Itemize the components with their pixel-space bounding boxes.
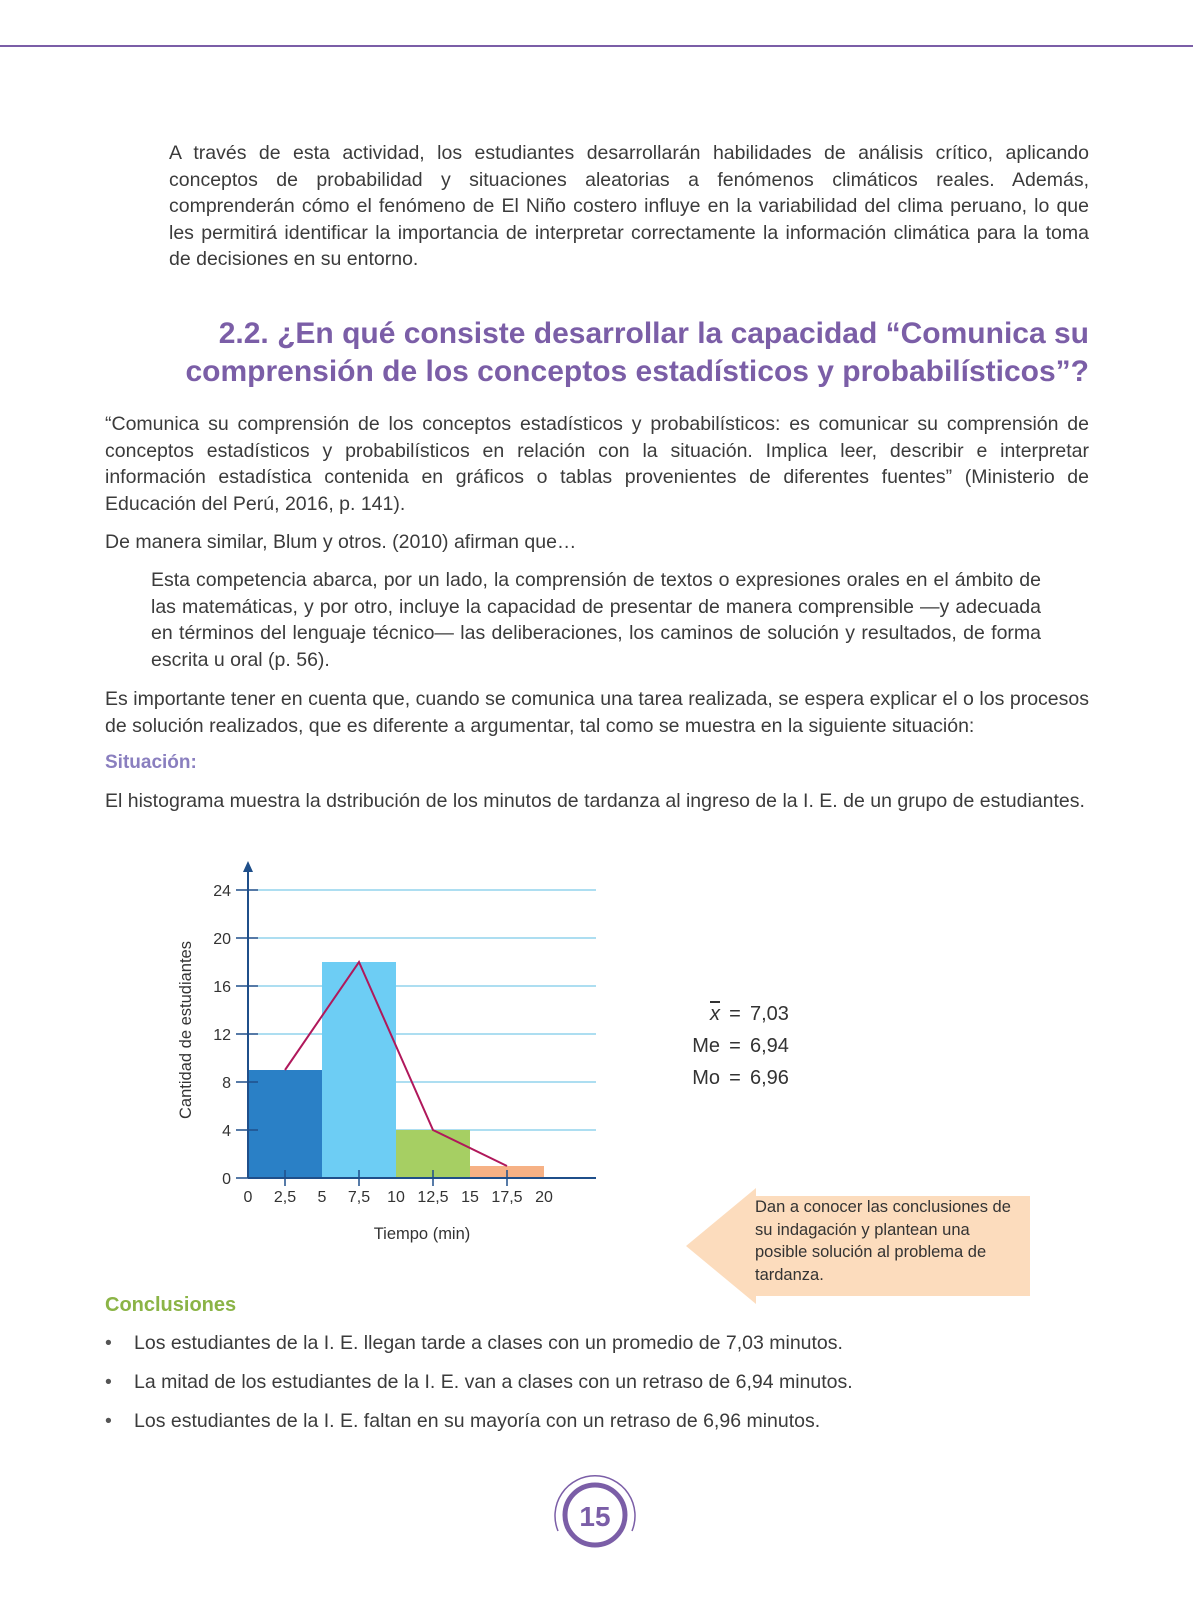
x-tick-label: 12,5 (417, 1189, 449, 1206)
stat-mode-value: 6,96 (750, 1067, 789, 1089)
page-number: 15 (579, 1501, 611, 1532)
intro-paragraph: A través de esta actividad, los estudiantes desarrollarán habilidades de análisis crítico, aplicando conceptos de probabilidad y situaciones aleatorias a fenómenos climáticos reales. Además, comprenderán cómo el fenómeno de El Niño costero influye en la variabilidad del clima peruano, lo que les permitirá identificar la importancia de interpretar correctamente la información climática para la toma de decisiones en su entorno. (169, 142, 1089, 270)
callout-text: Dan a conocer las conclusiones de su indagación y plantean una posible solución al problema de tardanza. (755, 1198, 1011, 1284)
summary-stats (686, 998, 789, 1094)
x-tick-label: 5 (317, 1189, 327, 1206)
y-tick-label: 24 (213, 883, 231, 900)
stat-equals-sign: = (729, 1067, 741, 1089)
histogram-bar (322, 962, 396, 1178)
y-tick-label: 8 (222, 1075, 231, 1092)
stat-mode-label: Mo (692, 1067, 720, 1089)
list-item: • Los estudiantes de la I. E. llegan tarde a clases con un promedio de 7,03 minutos. (105, 1330, 1089, 1369)
histogram-chart (160, 860, 630, 1280)
definition-paragraph: “Comunica su comprensión de los conceptos estadísticos y probabilísticos: es comunicar su comprensión de conceptos estadísticos y probabilísticos en relación con la situación. Implica leer, describir e interpretar información estadística contenida en gráficos o tablas provenientes de diferentes fuentes” (Ministerio de Educación del Perú, 2016, p. 141). (105, 413, 1089, 515)
y-tick-label: 16 (213, 979, 231, 996)
x-tick-label: 0 (243, 1189, 253, 1206)
top-rule (0, 45, 1193, 47)
y-tick-label: 20 (213, 931, 231, 948)
x-tick-label: 2,5 (273, 1189, 297, 1206)
x-tick-label: 7,5 (347, 1189, 371, 1206)
list-item: • Los estudiantes de la I. E. faltan en su mayoría con un retraso de 6,96 minutos. (105, 1408, 1089, 1447)
page-number-badge (550, 1473, 640, 1563)
stat-median-label: Me (692, 1035, 720, 1057)
histogram-description: El histograma muestra la dstribución de los minutos de tardanza al ingreso de la I. E. de un grupo de estudiantes. (105, 790, 1085, 812)
stat-mode (686, 1062, 789, 1094)
stat-median-value: 6,94 (750, 1035, 789, 1057)
stat-equals-sign: = (729, 1035, 741, 1057)
callout-arrow (686, 1186, 1030, 1306)
y-tick-label: 4 (222, 1123, 231, 1140)
conclusions-list (105, 1330, 1089, 1447)
stat-mean-value: 7,03 (750, 1003, 789, 1025)
conclusions-title: Conclusiones (105, 1294, 237, 1316)
stat-median (686, 1030, 789, 1062)
situation-label: Situación: (105, 752, 197, 773)
important-paragraph: Es importante tener en cuenta que, cuando se comunica una tarea realizada, se espera explicar el o los procesos de solución realizados, que es diferente a argumentar, tal como se muestra en la siguiente situación: (105, 688, 1089, 737)
stat-mean (686, 998, 789, 1030)
y-tick-label: 12 (213, 1027, 231, 1044)
x-tick-label: 20 (535, 1189, 553, 1206)
section-heading-line-2: comprensión de los conceptos estadísticos y probabilísticos”? (185, 355, 1089, 388)
section-heading-line-1: 2.2. ¿En qué consiste desarrollar la capacidad “Comunica su (218, 317, 1089, 350)
list-item: • La mitad de los estudiantes de la I. E. van a clases con un retraso de 6,94 minutos. (105, 1369, 1089, 1408)
histogram-svg (160, 860, 630, 1280)
x-tick-label: 10 (387, 1189, 405, 1206)
x-axis-label: Tiempo (min) (373, 1225, 471, 1243)
page-number-ring (550, 1473, 640, 1563)
stat-equals-sign: = (729, 1003, 741, 1025)
y-tick-label: 0 (222, 1171, 231, 1188)
stat-mean-label: $\overline{x}$ (710, 1003, 720, 1025)
x-tick-label: 15 (461, 1189, 479, 1206)
y-axis-label: Cantidad de estudiantes (177, 941, 195, 1119)
y-axis-arrow (243, 861, 253, 872)
block-quote: Esta competencia abarca, por un lado, la comprensión de textos o expresiones orales en el ámbito de las matemáticas, y por otro, incluye la capacidad de presentar de manera comprensible —y adecuada en términos del lenguaje técnico— las deliberaciones, los caminos de solución y resultados, de forma escrita u oral (p. 56). (151, 569, 1041, 671)
histogram-bar (248, 1070, 322, 1178)
section-heading (105, 315, 1089, 391)
x-tick-label: 17,5 (491, 1189, 523, 1206)
lead-paragraph: De manera similar, Blum y otros. (2010) afirman que… (105, 531, 577, 553)
